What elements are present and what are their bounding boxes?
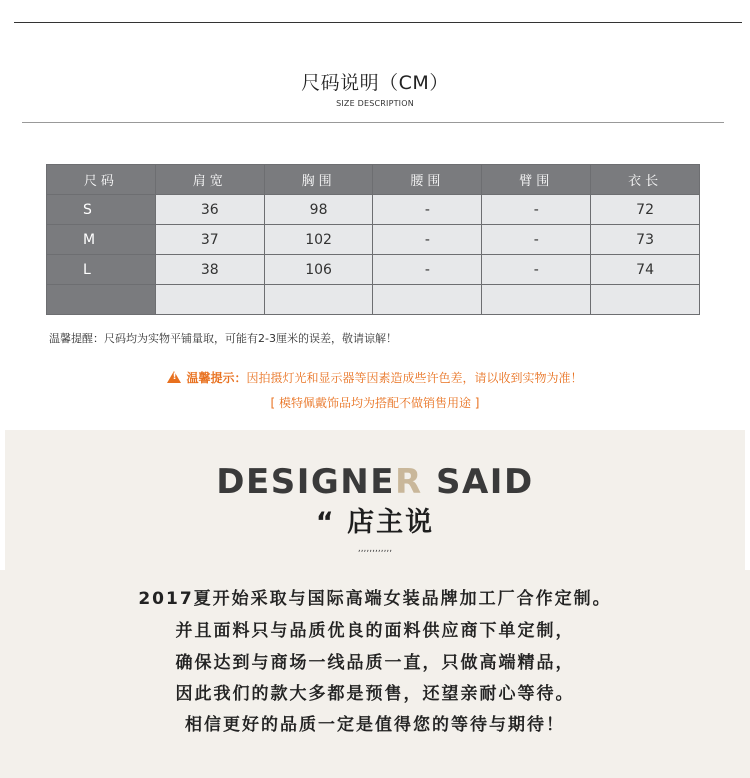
header-arm: 臂围 — [482, 165, 591, 195]
table-cell: 74 — [591, 255, 700, 285]
table-row — [47, 225, 700, 255]
table-cell: 106 — [264, 255, 373, 285]
table-cell — [155, 285, 264, 315]
table-cell: 102 — [264, 225, 373, 255]
table-cell — [591, 285, 700, 315]
table-cell: - — [373, 255, 482, 285]
size-chart-subtitle: SIZE DESCRIPTION — [336, 99, 414, 108]
warning-triangle-icon — [167, 371, 181, 383]
table-cell — [482, 285, 591, 315]
table-row — [47, 285, 700, 315]
table-cell: - — [482, 195, 591, 225]
size-label: M — [47, 225, 156, 255]
table-cell: 38 — [155, 255, 264, 285]
table-row — [47, 255, 700, 285]
top-divider — [14, 22, 742, 23]
header-shoulder: 肩宽 — [155, 165, 264, 195]
table-cell: - — [373, 225, 482, 255]
header-length: 衣长 — [591, 165, 700, 195]
table-row — [47, 195, 700, 225]
table-cell: 72 — [591, 195, 700, 225]
statement-line: 并且面料只与品质优良的面料供应商下单定制， — [175, 621, 575, 641]
table-header-row — [47, 165, 700, 195]
size-label — [47, 285, 156, 315]
section-divider — [22, 122, 724, 123]
size-label: S — [47, 195, 156, 225]
designer-said-part2: SAID — [422, 462, 534, 502]
table-cell: - — [482, 225, 591, 255]
table-cell: 73 — [591, 225, 700, 255]
table-cell: 98 — [264, 195, 373, 225]
table-cell: 36 — [155, 195, 264, 225]
table-cell: - — [373, 195, 482, 225]
statement-line: 2017夏开始采取与国际高端女装品牌加工厂合作定制。 — [138, 589, 612, 609]
header-waist: 腰围 — [373, 165, 482, 195]
color-warning — [0, 369, 750, 386]
header-chest: 胸围 — [264, 165, 373, 195]
size-table — [46, 164, 700, 315]
size-chart-title: 尺码说明（CM） — [301, 72, 449, 94]
designer-said-part1: DESIGNE — [216, 462, 395, 502]
statement-line: 因此我们的款大多都是预售，还望亲耐心等待。 — [175, 684, 575, 704]
statement-line: 相信更好的品质一定是值得您的等待与期待！ — [185, 715, 565, 735]
statement-line: 确保达到与商场一线品质一直，只做高端精品， — [175, 653, 575, 673]
warning-lead: 温馨提示： — [186, 371, 247, 385]
decorative-dots: ,,,,,,,,,,,, — [357, 544, 393, 554]
warning-text: 因拍摄灯光和显示器等因素造成些许色差，请以收到实物为准！ — [246, 371, 583, 385]
shop-owner-says-heading: “ 店主说 — [315, 507, 435, 538]
measurement-note: 温馨提醒：尺码均为实物平铺量取，可能有2-3厘米的误差，敬请谅解！ — [49, 332, 397, 345]
accessory-note: [ 模特佩戴饰品均为搭配不做销售用途 ] — [270, 396, 480, 410]
table-cell — [373, 285, 482, 315]
size-label: L — [47, 255, 156, 285]
table-cell — [264, 285, 373, 315]
table-cell: 37 — [155, 225, 264, 255]
table-cell: - — [482, 255, 591, 285]
designer-said-heading — [0, 462, 750, 502]
header-size: 尺码 — [47, 165, 156, 195]
designer-said-accent: R — [394, 462, 423, 502]
